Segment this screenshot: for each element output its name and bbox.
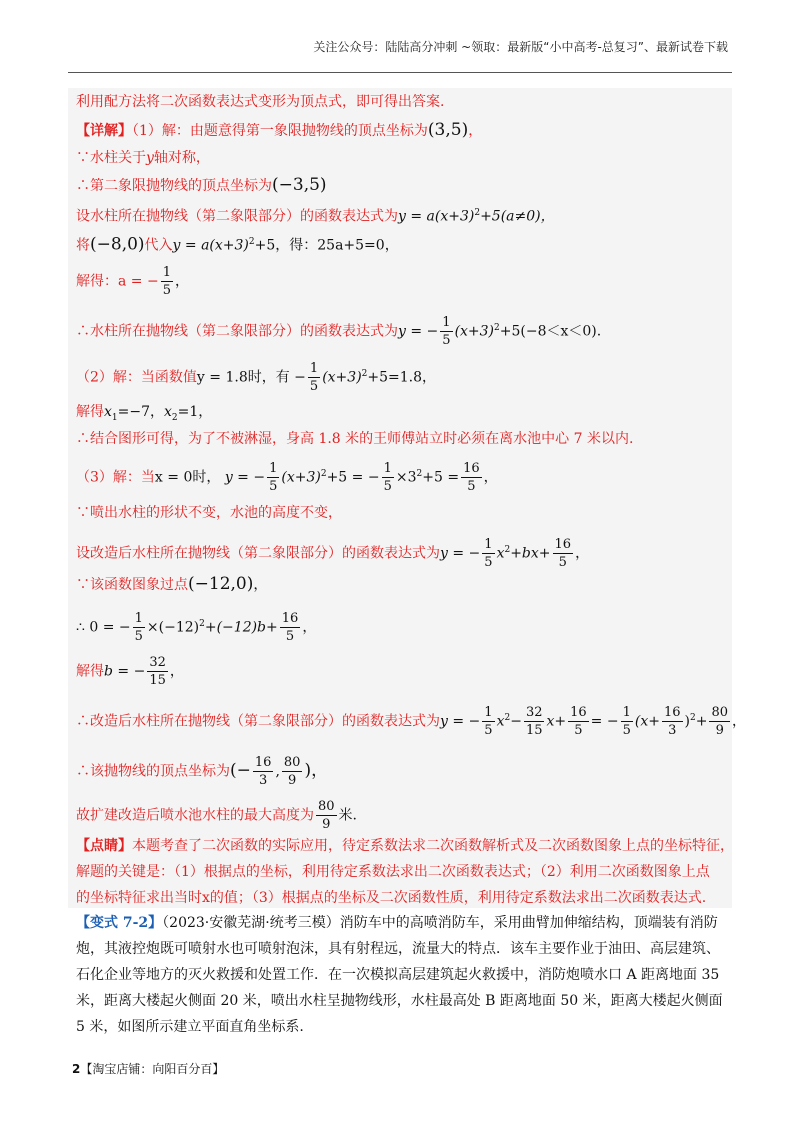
solution-line-18: ∴该抛物线的顶点坐标为(− $\frac{16}{3}$ , $\frac{80}{9}$ )， — [76, 755, 329, 788]
solution-line-14: ∵该函数图象过点(−12,0)， — [76, 574, 268, 594]
solution-line-6: 解得：a = − $\frac{1}{5}$ ， — [76, 265, 189, 298]
fraction: $\frac{1}{5}$ — [162, 265, 171, 298]
solution-line-7: ∴水柱所在抛物线（第二象限部分）的函数表达式为y = − $\frac{1}{5}$ $(x+3)^2+5(-8<x<0)$. — [76, 315, 602, 348]
comment-line-3: 的坐标特征求出当时x的值；（3）根据点的坐标及二次函数性质，利用待定系数法求出二次函数表达式. — [76, 890, 707, 906]
solution-line-1: 【详解】（1）解：由题意得第一象限抛物线的顶点坐标为(3,5)， — [76, 120, 483, 140]
shop-label: 【淘宝店铺：向阳百分百】 — [80, 1062, 225, 1076]
solution-line-12: ∵喷出水柱的形状不变，水池的高度不变， — [76, 505, 342, 521]
solution-line-11: （3）解：当x = 0时， y = − $\frac{1}{5}$ $(x+3)^2+5$ = − $\frac{1}{5}$ $\times 3^2+5$ = $\frac{16}{5}$ ， — [76, 461, 498, 494]
exercise-tag: 【变式 7-2】 — [76, 915, 163, 931]
solution-line-3: ∴第二象限抛物线的顶点坐标为(−3,5) — [76, 175, 327, 195]
solution-line-8: （2）解：当函数值y = 1.8时，有 − $\frac{1}{5}$ $(x+3)^2+5=1.8$， — [76, 361, 437, 394]
comment-line-1: 【点睛】本题考查了二次函数的实际应用，待定系数法求二次函数解析式及二次函数图象上点的坐标特征， — [76, 838, 734, 854]
header-divider — [68, 72, 732, 73]
comment-line-2: 解题的关键是：（1）根据点的坐标，利用待定系数法求出二次函数表达式；（2）利用二次函数图象上点 — [76, 864, 710, 880]
solution-line-10: ∴结合图形可得，为了不被淋湿，身高 1.8 米的王师傅站立时必须在离水池中心 7 米以内. — [76, 431, 634, 447]
solution-line-4: 设水柱所在抛物线（第二象限部分）的函数表达式为$y = a(x+3)^2+5(a\ne 0)$， — [76, 208, 555, 225]
solution-line-17: ∴改造后水柱所在抛物线（第二象限部分）的函数表达式为y = − $\frac{1}{5}$ $x^2-$ $\frac{32}{15}$ x+ $\frac{16}{5}$ = − $\frac{1}{5}$ (x+ $\frac{16}{3}$ )$^2$+ $\frac{80}{9}$ ， — [76, 705, 746, 738]
solution-intro: 利用配方法将二次函数表达式变形为顶点式，即可得出答案. — [76, 94, 445, 110]
page-footer — [72, 1060, 224, 1077]
page-header: 关注公众号：陆陆高分冲刺 ~领取：最新版“小中高考-总复习”、最新试卷下载 — [313, 40, 728, 54]
solution-line-16: 解得b = − $\frac{32}{15}$ ， — [76, 655, 184, 688]
solution-line-9: 解得$x_1=-7$，$x_2=1$， — [76, 404, 213, 423]
exercise-text: （2023·安徽芜湖·统考三模）消防车中的高喷消防车，采用曲臂加伸缩结构，顶端装有消防炮，其液控炮既可喷射水也可喷射泡沫，具有射程远，流量大的特点．该车主要作业于油田、高层建筑、石化企业等地方的灭火救援和处置工作．在一次模拟高层建筑起火救援中，消防炮喷水口 A 距离地面 35 米，距离大楼起火侧面 20 米，喷出水柱呈抛物线形，水柱最高处 B 距离地面 50 米，距离大楼起火侧面 5 米，如图所示建立平面直角坐标系. — [76, 915, 723, 1035]
solution-line-2: ∵水柱关于y轴对称， — [76, 150, 210, 166]
solution-line-13: 设改造后水柱所在抛物线（第二象限部分）的函数表达式为y = − $\frac{1}{5}$ $x^2+bx+$ $\frac{16}{5}$ ， — [76, 537, 590, 570]
page-number: 2 — [72, 1062, 81, 1076]
solution-line-5: 将(−8,0)代入$y = a(x+3)^2+5$，得：25a+5=0， — [76, 234, 399, 255]
exercise-block — [76, 910, 732, 1040]
solution-line-19: 故扩建改造后喷水池水柱的最大高度为 $\frac{80}{9}$ 米. — [76, 799, 357, 832]
solution-line-15: ∴ 0 = − $\frac{1}{5}$ $\times(-12)^2+(-12)b+$ $\frac{16}{5}$ ， — [76, 611, 317, 644]
